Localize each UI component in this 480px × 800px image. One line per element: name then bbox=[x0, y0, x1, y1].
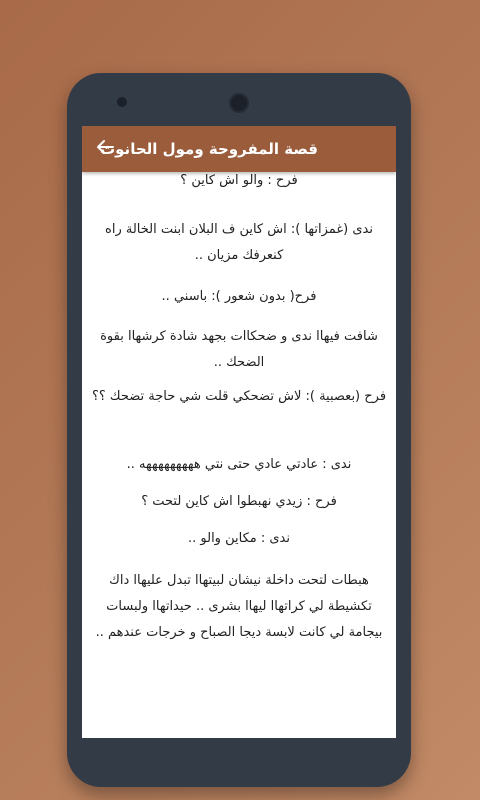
story-paragraph: شافت فيهاا ندى و ضحكاات بجهد شادة كرشهاا بقوة الضحك .. bbox=[100, 329, 378, 370]
app-bar bbox=[82, 126, 396, 172]
speaker-grille bbox=[117, 97, 127, 107]
story-paragraph: ندى : مكاين والو .. bbox=[188, 531, 290, 546]
story-paragraph: ندى (غمزاتها ): اش كاين ف البلان ابنت الخالة راه كنعرفك مزيان .. bbox=[105, 222, 373, 263]
phone-frame bbox=[67, 73, 411, 787]
story-paragraph: فرح : والو اش كاين ؟ bbox=[180, 173, 298, 188]
app-screen bbox=[82, 126, 396, 738]
front-camera bbox=[229, 93, 249, 113]
story-paragraph: ندى : عادتي عادي حتى نتي هههههههههه .. bbox=[126, 457, 352, 472]
story-content[interactable] bbox=[82, 172, 396, 738]
story-paragraph: فرح( بدون شعور ): باسني .. bbox=[161, 289, 317, 304]
story-paragraph: فرح (بعصبية ): لاش تضحكي قلت شي حاجة تضحك ؟؟ bbox=[91, 389, 387, 404]
story-paragraph: هبطات لتحت داخلة نيشان لبيتهاا تبدل عليهاا داك تكشيطة لي كراتهاا ليهاا بشرى .. حيداتهاا ولبسات بيجامة لي كانت لابسة ديجا الصباح و خرجات عندهم .. bbox=[95, 573, 383, 640]
page-title: قصة المفروحة ومول الحانوت bbox=[100, 140, 318, 158]
story-paragraph: فرح : زيدي نهبطوا اش كاين لتحت ؟ bbox=[141, 494, 337, 509]
